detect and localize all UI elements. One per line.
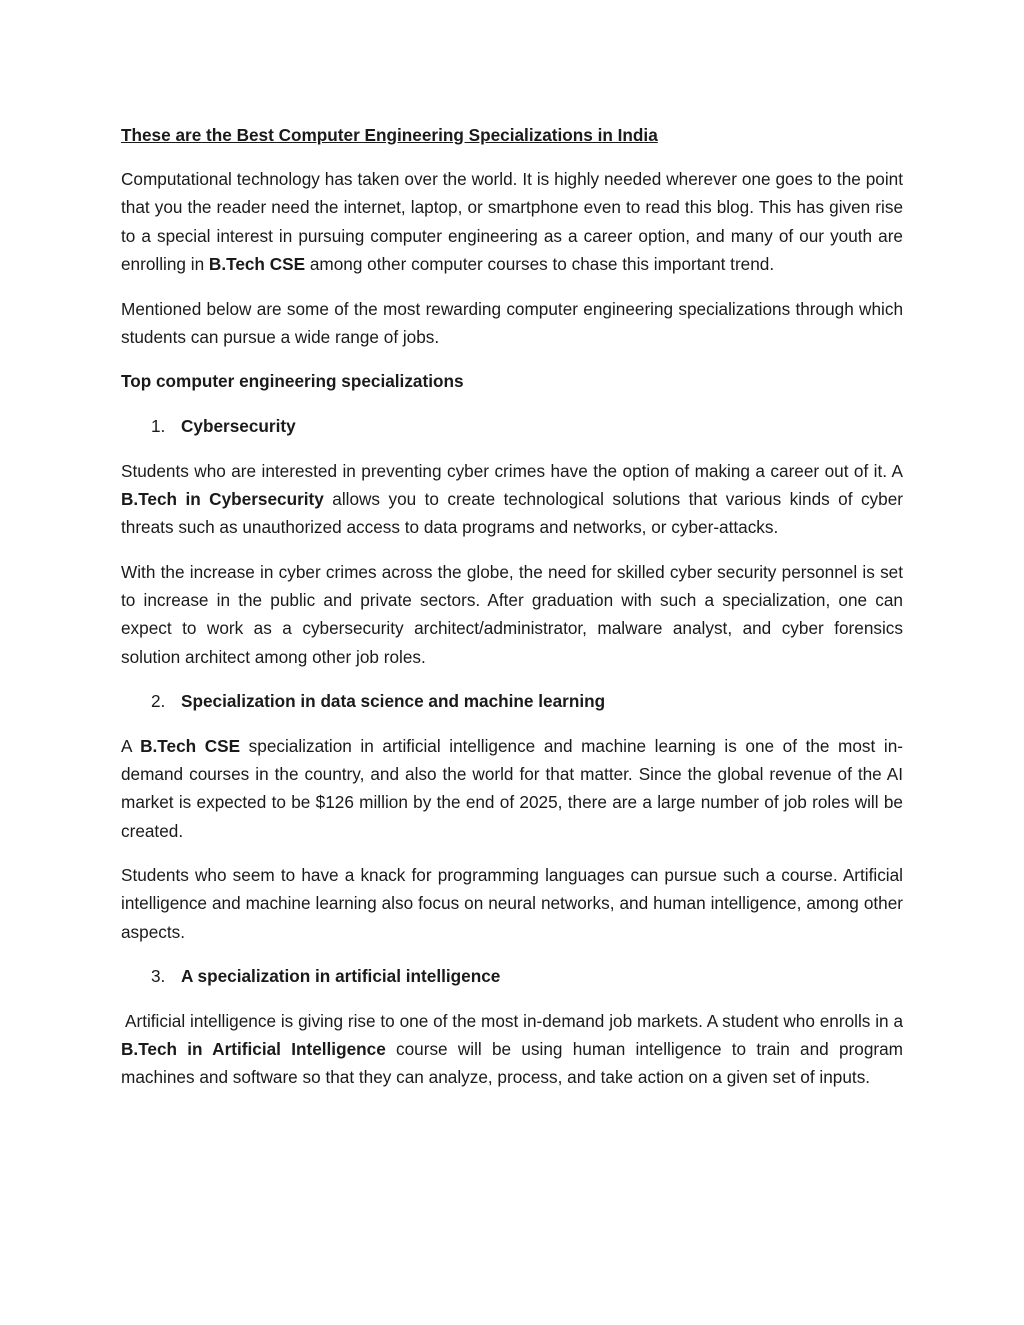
intro-text-before: Computational technology has taken over the world. It is highly needed wherever one goes to the point that you the reader need the internet, laptop, or smartphone even to read this blog. This has given rise to a special interest in pursuing computer engineering as a career option, and many of our youth are enrolling in bbox=[121, 169, 903, 274]
paragraph-bold-term: B.Tech in Cybersecurity bbox=[121, 489, 324, 510]
paragraph-bold-term: B.Tech in Artificial Intelligence bbox=[121, 1039, 386, 1060]
intro-text-after: among other computer courses to chase this important trend. bbox=[305, 253, 775, 274]
section-paragraph bbox=[121, 457, 903, 542]
list-number: 1. bbox=[151, 416, 166, 437]
list-heading-text: Specialization in data science and machine learning bbox=[181, 691, 606, 712]
intro-paragraph bbox=[121, 165, 903, 278]
intro-bold-term: B.Tech CSE bbox=[208, 253, 306, 274]
section-paragraph bbox=[121, 1007, 903, 1092]
list-item-heading bbox=[121, 687, 903, 715]
mentioned-paragraph: Mentioned below are some of the most rewarding computer engineering specializations through which students can pursue a wide range of jobs. bbox=[121, 298, 903, 347]
section-paragraph bbox=[121, 732, 903, 845]
paragraph-bold-term: B.Tech CSE bbox=[140, 735, 241, 756]
page-title: These are the Best Computer Engineering Specializations in India bbox=[121, 125, 658, 145]
list-number: 3. bbox=[151, 966, 166, 987]
section-paragraph: With the increase in cyber crimes across the globe, the need for skilled cyber security personnel is set to increase in the public and private sectors. After graduation with such a specialization, one can expect to work as a cybersecurity architect/administrator, malware analyst, and cyber forensics solution architect among other job roles. bbox=[121, 561, 903, 667]
paragraph-text-before: A bbox=[121, 735, 141, 756]
paragraph-text-after: specialization in artificial intelligence and machine learning is one of the most in-demand courses in the country, and also the world for that matter. Since the global revenue of the AI market is expected to be $126 million by the end of 2025, there are a large number of job roles will be created. bbox=[121, 735, 903, 841]
section-paragraph: Students who seem to have a knack for programming languages can pursue such a course. Artificial intelligence and machine learning also focus on neural networks, and human intelligence, among other aspects. bbox=[121, 865, 903, 942]
list-heading-text: A specialization in artificial intelligence bbox=[181, 966, 501, 987]
paragraph-text-after: allows you to create technological solutions that various kinds of cyber threats such as unauthorized access to data programs and networks, or cyber-attacks. bbox=[121, 489, 903, 538]
document-page bbox=[121, 121, 903, 1108]
section-subheading: Top computer engineering specializations bbox=[121, 371, 464, 392]
paragraph-text-before: Artificial intelligence is giving rise to one of the most in-demand job markets. A student who enrolls in a bbox=[125, 1011, 903, 1032]
paragraph-text-after: course will be using human intelligence to train and program machines and software so that they can analyze, process, and take action on a given set of inputs. bbox=[121, 1039, 903, 1088]
list-heading-text: Cybersecurity bbox=[181, 416, 296, 437]
list-item-heading bbox=[121, 962, 903, 990]
paragraph-text-before: Students who are interested in preventing cyber crimes have the option of making a career out of it. A bbox=[121, 460, 903, 481]
list-item-heading bbox=[121, 412, 903, 440]
list-number: 2. bbox=[151, 691, 166, 712]
